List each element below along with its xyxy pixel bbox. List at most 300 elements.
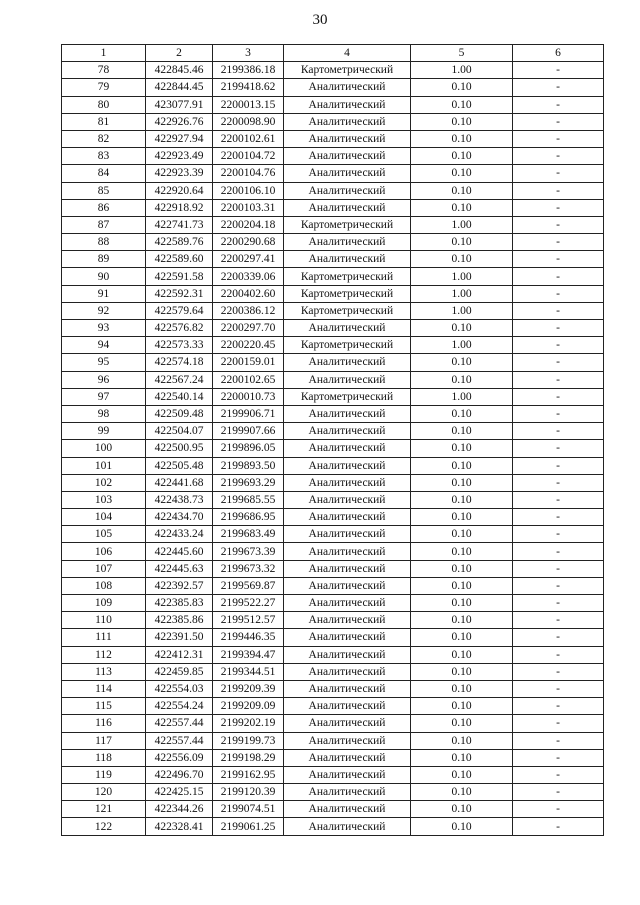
method-cell: Аналитический	[284, 629, 411, 646]
x-coordinate-cell: 422496.70	[146, 766, 213, 783]
table-header-row	[62, 45, 604, 62]
accuracy-cell: 0.10	[411, 199, 513, 216]
table-row	[62, 698, 604, 715]
y-coordinate-cell: 2199673.32	[213, 560, 284, 577]
method-cell: Аналитический	[284, 509, 411, 526]
y-coordinate-cell: 2200104.76	[213, 165, 284, 182]
method-cell: Аналитический	[284, 130, 411, 147]
note-cell: -	[513, 302, 604, 319]
y-coordinate-cell: 2199418.62	[213, 79, 284, 96]
accuracy-cell: 0.10	[411, 182, 513, 199]
accuracy-cell: 0.10	[411, 784, 513, 801]
point-number-cell: 120	[62, 784, 146, 801]
table-row	[62, 268, 604, 285]
accuracy-cell: 0.10	[411, 818, 513, 835]
method-cell: Аналитический	[284, 732, 411, 749]
note-cell: -	[513, 818, 604, 835]
method-cell: Аналитический	[284, 577, 411, 594]
note-cell: -	[513, 801, 604, 818]
method-cell: Аналитический	[284, 560, 411, 577]
note-cell: -	[513, 749, 604, 766]
x-coordinate-cell: 422504.07	[146, 423, 213, 440]
table-row	[62, 113, 604, 130]
accuracy-cell: 0.10	[411, 405, 513, 422]
point-number-cell: 96	[62, 371, 146, 388]
method-cell: Аналитический	[284, 371, 411, 388]
x-coordinate-cell: 422391.50	[146, 629, 213, 646]
table-row	[62, 79, 604, 96]
method-cell: Аналитический	[284, 96, 411, 113]
method-cell: Аналитический	[284, 234, 411, 251]
point-number-cell: 80	[62, 96, 146, 113]
table-row	[62, 595, 604, 612]
accuracy-cell: 0.10	[411, 749, 513, 766]
y-coordinate-cell: 2200290.68	[213, 234, 284, 251]
point-number-cell: 100	[62, 440, 146, 457]
method-cell: Аналитический	[284, 766, 411, 783]
table-row	[62, 440, 604, 457]
note-cell: -	[513, 113, 604, 130]
accuracy-cell: 0.10	[411, 732, 513, 749]
accuracy-cell: 0.10	[411, 766, 513, 783]
y-coordinate-cell: 2199199.73	[213, 732, 284, 749]
accuracy-cell: 0.10	[411, 612, 513, 629]
method-cell: Картометрический	[284, 285, 411, 302]
point-number-cell: 122	[62, 818, 146, 835]
x-coordinate-cell: 422589.60	[146, 251, 213, 268]
column-header: 6	[513, 45, 604, 62]
y-coordinate-cell: 2199202.19	[213, 715, 284, 732]
note-cell: -	[513, 680, 604, 697]
note-cell: -	[513, 629, 604, 646]
accuracy-cell: 0.10	[411, 113, 513, 130]
accuracy-cell: 0.10	[411, 354, 513, 371]
x-coordinate-cell: 422392.57	[146, 577, 213, 594]
method-cell: Аналитический	[284, 784, 411, 801]
note-cell: -	[513, 698, 604, 715]
x-coordinate-cell: 422434.70	[146, 509, 213, 526]
accuracy-cell: 0.10	[411, 560, 513, 577]
note-cell: -	[513, 405, 604, 422]
y-coordinate-cell: 2200220.45	[213, 337, 284, 354]
x-coordinate-cell: 422845.46	[146, 62, 213, 79]
y-coordinate-cell: 2199693.29	[213, 474, 284, 491]
point-number-cell: 95	[62, 354, 146, 371]
note-cell: -	[513, 199, 604, 216]
method-cell: Аналитический	[284, 182, 411, 199]
table-row	[62, 766, 604, 783]
table-row	[62, 474, 604, 491]
accuracy-cell: 0.10	[411, 543, 513, 560]
x-coordinate-cell: 422592.31	[146, 285, 213, 302]
point-number-cell: 109	[62, 595, 146, 612]
accuracy-cell: 0.10	[411, 698, 513, 715]
method-cell: Аналитический	[284, 749, 411, 766]
accuracy-cell: 0.10	[411, 629, 513, 646]
note-cell: -	[513, 663, 604, 680]
accuracy-cell: 0.10	[411, 457, 513, 474]
x-coordinate-cell: 422567.24	[146, 371, 213, 388]
table-row	[62, 388, 604, 405]
note-cell: -	[513, 784, 604, 801]
accuracy-cell: 1.00	[411, 62, 513, 79]
method-cell: Аналитический	[284, 543, 411, 560]
table-row	[62, 148, 604, 165]
x-coordinate-cell: 422556.09	[146, 749, 213, 766]
accuracy-cell: 0.10	[411, 646, 513, 663]
coordinates-table	[61, 44, 604, 836]
point-number-cell: 103	[62, 491, 146, 508]
y-coordinate-cell: 2199120.39	[213, 784, 284, 801]
point-number-cell: 84	[62, 165, 146, 182]
x-coordinate-cell: 422441.68	[146, 474, 213, 491]
method-cell: Аналитический	[284, 526, 411, 543]
point-number-cell: 108	[62, 577, 146, 594]
method-cell: Аналитический	[284, 474, 411, 491]
x-coordinate-cell: 423077.91	[146, 96, 213, 113]
note-cell: -	[513, 62, 604, 79]
x-coordinate-cell: 422459.85	[146, 663, 213, 680]
y-coordinate-cell: 2200010.73	[213, 388, 284, 405]
table-row	[62, 251, 604, 268]
method-cell: Аналитический	[284, 612, 411, 629]
point-number-cell: 106	[62, 543, 146, 560]
point-number-cell: 104	[62, 509, 146, 526]
x-coordinate-cell: 422923.39	[146, 165, 213, 182]
table-row	[62, 285, 604, 302]
point-number-cell: 114	[62, 680, 146, 697]
point-number-cell: 115	[62, 698, 146, 715]
method-cell: Аналитический	[284, 715, 411, 732]
note-cell: -	[513, 234, 604, 251]
x-coordinate-cell: 422557.44	[146, 732, 213, 749]
y-coordinate-cell: 2200159.01	[213, 354, 284, 371]
y-coordinate-cell: 2200104.72	[213, 148, 284, 165]
table-row	[62, 234, 604, 251]
note-cell: -	[513, 509, 604, 526]
y-coordinate-cell: 2200339.06	[213, 268, 284, 285]
point-number-cell: 83	[62, 148, 146, 165]
y-coordinate-cell: 2199209.39	[213, 680, 284, 697]
accuracy-cell: 1.00	[411, 216, 513, 233]
method-cell: Аналитический	[284, 440, 411, 457]
method-cell: Аналитический	[284, 595, 411, 612]
x-coordinate-cell: 422433.24	[146, 526, 213, 543]
point-number-cell: 87	[62, 216, 146, 233]
point-number-cell: 85	[62, 182, 146, 199]
y-coordinate-cell: 2200297.41	[213, 251, 284, 268]
accuracy-cell: 0.10	[411, 440, 513, 457]
x-coordinate-cell: 422926.76	[146, 113, 213, 130]
note-cell: -	[513, 285, 604, 302]
note-cell: -	[513, 595, 604, 612]
y-coordinate-cell: 2199209.09	[213, 698, 284, 715]
note-cell: -	[513, 577, 604, 594]
note-cell: -	[513, 423, 604, 440]
column-header: 4	[284, 45, 411, 62]
accuracy-cell: 0.10	[411, 474, 513, 491]
table-row	[62, 629, 604, 646]
point-number-cell: 111	[62, 629, 146, 646]
y-coordinate-cell: 2199896.05	[213, 440, 284, 457]
accuracy-cell: 0.10	[411, 423, 513, 440]
method-cell: Аналитический	[284, 113, 411, 130]
accuracy-cell: 0.10	[411, 165, 513, 182]
method-cell: Картометрический	[284, 216, 411, 233]
x-coordinate-cell: 422589.76	[146, 234, 213, 251]
note-cell: -	[513, 388, 604, 405]
point-number-cell: 101	[62, 457, 146, 474]
y-coordinate-cell: 2199907.66	[213, 423, 284, 440]
table-row	[62, 302, 604, 319]
x-coordinate-cell: 422844.45	[146, 79, 213, 96]
table-row	[62, 457, 604, 474]
x-coordinate-cell: 422920.64	[146, 182, 213, 199]
x-coordinate-cell: 422438.73	[146, 491, 213, 508]
y-coordinate-cell: 2199673.39	[213, 543, 284, 560]
point-number-cell: 92	[62, 302, 146, 319]
note-cell: -	[513, 96, 604, 113]
note-cell: -	[513, 216, 604, 233]
method-cell: Аналитический	[284, 79, 411, 96]
table-row	[62, 715, 604, 732]
point-number-cell: 82	[62, 130, 146, 147]
accuracy-cell: 0.10	[411, 130, 513, 147]
accuracy-cell: 0.10	[411, 491, 513, 508]
accuracy-cell: 1.00	[411, 268, 513, 285]
table-row	[62, 491, 604, 508]
y-coordinate-cell: 2199446.35	[213, 629, 284, 646]
note-cell: -	[513, 320, 604, 337]
note-cell: -	[513, 371, 604, 388]
column-header: 3	[213, 45, 284, 62]
note-cell: -	[513, 440, 604, 457]
table-row	[62, 784, 604, 801]
table-row	[62, 182, 604, 199]
table-row	[62, 371, 604, 388]
point-number-cell: 90	[62, 268, 146, 285]
table-row	[62, 354, 604, 371]
note-cell: -	[513, 354, 604, 371]
point-number-cell: 88	[62, 234, 146, 251]
point-number-cell: 116	[62, 715, 146, 732]
y-coordinate-cell: 2200204.18	[213, 216, 284, 233]
method-cell: Аналитический	[284, 801, 411, 818]
note-cell: -	[513, 79, 604, 96]
method-cell: Картометрический	[284, 302, 411, 319]
x-coordinate-cell: 422445.63	[146, 560, 213, 577]
column-header: 1	[62, 45, 146, 62]
point-number-cell: 94	[62, 337, 146, 354]
note-cell: -	[513, 526, 604, 543]
method-cell: Аналитический	[284, 423, 411, 440]
point-number-cell: 81	[62, 113, 146, 130]
y-coordinate-cell: 2199906.71	[213, 405, 284, 422]
y-coordinate-cell: 2200297.70	[213, 320, 284, 337]
method-cell: Аналитический	[284, 491, 411, 508]
point-number-cell: 99	[62, 423, 146, 440]
y-coordinate-cell: 2200386.12	[213, 302, 284, 319]
page-number: 30	[312, 12, 328, 28]
point-number-cell: 119	[62, 766, 146, 783]
y-coordinate-cell: 2199344.51	[213, 663, 284, 680]
table-row	[62, 663, 604, 680]
column-header: 2	[146, 45, 213, 62]
y-coordinate-cell: 2199569.87	[213, 577, 284, 594]
table-row	[62, 62, 604, 79]
y-coordinate-cell: 2199686.95	[213, 509, 284, 526]
point-number-cell: 112	[62, 646, 146, 663]
y-coordinate-cell: 2200102.61	[213, 130, 284, 147]
point-number-cell: 107	[62, 560, 146, 577]
note-cell: -	[513, 148, 604, 165]
note-cell: -	[513, 474, 604, 491]
note-cell: -	[513, 182, 604, 199]
accuracy-cell: 0.10	[411, 801, 513, 818]
note-cell: -	[513, 612, 604, 629]
point-number-cell: 121	[62, 801, 146, 818]
method-cell: Аналитический	[284, 199, 411, 216]
method-cell: Аналитический	[284, 457, 411, 474]
note-cell: -	[513, 560, 604, 577]
note-cell: -	[513, 337, 604, 354]
note-cell: -	[513, 130, 604, 147]
method-cell: Картометрический	[284, 337, 411, 354]
method-cell: Картометрический	[284, 268, 411, 285]
point-number-cell: 79	[62, 79, 146, 96]
table-row	[62, 165, 604, 182]
method-cell: Аналитический	[284, 251, 411, 268]
table-row	[62, 199, 604, 216]
accuracy-cell: 1.00	[411, 285, 513, 302]
y-coordinate-cell: 2200402.60	[213, 285, 284, 302]
accuracy-cell: 0.10	[411, 251, 513, 268]
table-row	[62, 749, 604, 766]
method-cell: Аналитический	[284, 663, 411, 680]
method-cell: Аналитический	[284, 698, 411, 715]
accuracy-cell: 0.10	[411, 371, 513, 388]
accuracy-cell: 0.10	[411, 680, 513, 697]
method-cell: Аналитический	[284, 165, 411, 182]
y-coordinate-cell: 2199683.49	[213, 526, 284, 543]
point-number-cell: 86	[62, 199, 146, 216]
method-cell: Аналитический	[284, 680, 411, 697]
x-coordinate-cell: 422425.15	[146, 784, 213, 801]
y-coordinate-cell: 2199061.25	[213, 818, 284, 835]
point-number-cell: 98	[62, 405, 146, 422]
point-number-cell: 118	[62, 749, 146, 766]
note-cell: -	[513, 766, 604, 783]
x-coordinate-cell: 422918.92	[146, 199, 213, 216]
x-coordinate-cell: 422554.24	[146, 698, 213, 715]
y-coordinate-cell: 2200102.65	[213, 371, 284, 388]
point-number-cell: 113	[62, 663, 146, 680]
x-coordinate-cell: 422576.82	[146, 320, 213, 337]
point-number-cell: 105	[62, 526, 146, 543]
y-coordinate-cell: 2199386.18	[213, 62, 284, 79]
table-row	[62, 96, 604, 113]
accuracy-cell: 0.10	[411, 79, 513, 96]
accuracy-cell: 0.10	[411, 526, 513, 543]
table-row	[62, 509, 604, 526]
accuracy-cell: 1.00	[411, 337, 513, 354]
method-cell: Аналитический	[284, 148, 411, 165]
note-cell: -	[513, 491, 604, 508]
note-cell: -	[513, 715, 604, 732]
accuracy-cell: 0.10	[411, 148, 513, 165]
accuracy-cell: 1.00	[411, 388, 513, 405]
table-row	[62, 818, 604, 835]
x-coordinate-cell: 422554.03	[146, 680, 213, 697]
table-row	[62, 526, 604, 543]
x-coordinate-cell: 422500.95	[146, 440, 213, 457]
method-cell: Аналитический	[284, 818, 411, 835]
y-coordinate-cell: 2199394.47	[213, 646, 284, 663]
method-cell: Аналитический	[284, 646, 411, 663]
x-coordinate-cell: 422557.44	[146, 715, 213, 732]
accuracy-cell: 0.10	[411, 96, 513, 113]
point-number-cell: 110	[62, 612, 146, 629]
x-coordinate-cell: 422505.48	[146, 457, 213, 474]
x-coordinate-cell: 422591.58	[146, 268, 213, 285]
y-coordinate-cell: 2199893.50	[213, 457, 284, 474]
method-cell: Аналитический	[284, 405, 411, 422]
accuracy-cell: 1.00	[411, 302, 513, 319]
table-row	[62, 732, 604, 749]
note-cell: -	[513, 268, 604, 285]
y-coordinate-cell: 2199512.57	[213, 612, 284, 629]
table-row	[62, 612, 604, 629]
point-number-cell: 93	[62, 320, 146, 337]
x-coordinate-cell: 422573.33	[146, 337, 213, 354]
accuracy-cell: 0.10	[411, 715, 513, 732]
table-row	[62, 337, 604, 354]
accuracy-cell: 0.10	[411, 577, 513, 594]
note-cell: -	[513, 732, 604, 749]
method-cell: Картометрический	[284, 62, 411, 79]
y-coordinate-cell: 2199685.55	[213, 491, 284, 508]
x-coordinate-cell: 422923.49	[146, 148, 213, 165]
point-number-cell: 91	[62, 285, 146, 302]
table-row	[62, 577, 604, 594]
accuracy-cell: 0.10	[411, 234, 513, 251]
y-coordinate-cell: 2200098.90	[213, 113, 284, 130]
note-cell: -	[513, 165, 604, 182]
method-cell: Картометрический	[284, 388, 411, 405]
table-row	[62, 405, 604, 422]
accuracy-cell: 0.10	[411, 663, 513, 680]
x-coordinate-cell: 422328.41	[146, 818, 213, 835]
x-coordinate-cell: 422574.18	[146, 354, 213, 371]
table-row	[62, 423, 604, 440]
point-number-cell: 97	[62, 388, 146, 405]
point-number-cell: 89	[62, 251, 146, 268]
y-coordinate-cell: 2200106.10	[213, 182, 284, 199]
point-number-cell: 117	[62, 732, 146, 749]
note-cell: -	[513, 543, 604, 560]
table-row	[62, 560, 604, 577]
x-coordinate-cell: 422385.86	[146, 612, 213, 629]
x-coordinate-cell: 422579.64	[146, 302, 213, 319]
method-cell: Аналитический	[284, 354, 411, 371]
x-coordinate-cell: 422741.73	[146, 216, 213, 233]
x-coordinate-cell: 422509.48	[146, 405, 213, 422]
y-coordinate-cell: 2199074.51	[213, 801, 284, 818]
y-coordinate-cell: 2200103.31	[213, 199, 284, 216]
y-coordinate-cell: 2199162.95	[213, 766, 284, 783]
table-row	[62, 801, 604, 818]
note-cell: -	[513, 646, 604, 663]
